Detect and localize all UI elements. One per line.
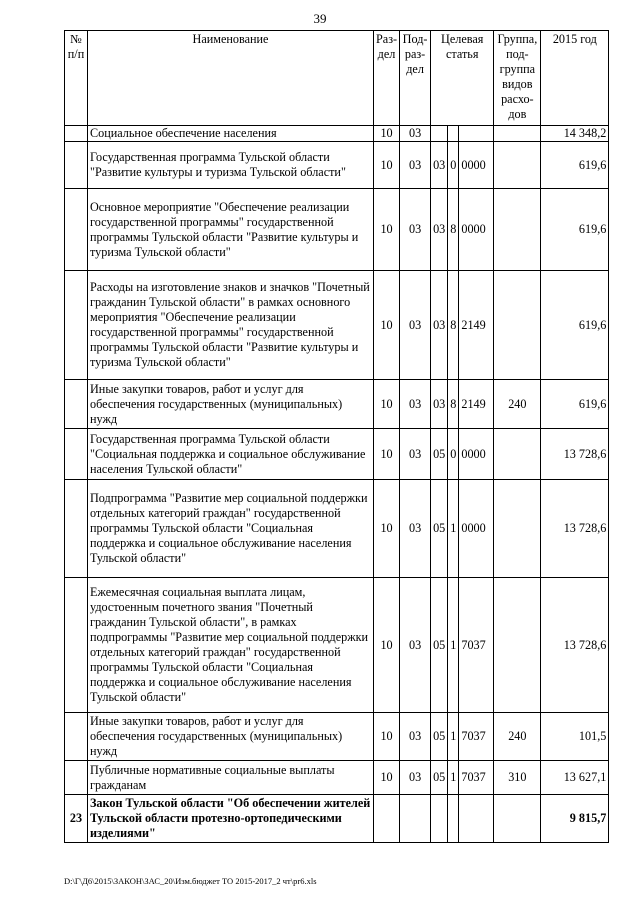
row-sum: 13 627,1	[541, 761, 609, 795]
row-number	[65, 126, 88, 142]
row-number	[65, 271, 88, 380]
table-row	[65, 380, 609, 429]
row-target-subprogram: 1	[448, 578, 459, 713]
row-target-subprogram: 8	[448, 189, 459, 271]
row-target-direction: 0000	[459, 480, 494, 578]
row-target-subprogram: 1	[448, 480, 459, 578]
header-razdel: Раз-дел	[374, 31, 400, 126]
row-target-direction: 7037	[459, 578, 494, 713]
page-number: 39	[313, 11, 327, 26]
row-razdel: 10	[374, 126, 400, 142]
row-expense-type	[494, 480, 541, 578]
table-row	[65, 142, 609, 189]
header-expense-group: Группа, под-группа видов расхо-дов	[494, 31, 541, 126]
row-razdel: 10	[374, 429, 400, 480]
row-target-subprogram: 1	[448, 713, 459, 761]
table-header-row	[65, 31, 609, 126]
table-row	[65, 761, 609, 795]
row-target-subprogram: 8	[448, 380, 459, 429]
row-sum: 14 348,2	[541, 126, 609, 142]
header-name: Наименование	[88, 31, 374, 126]
row-sum: 101,5	[541, 713, 609, 761]
table-row	[65, 578, 609, 713]
row-target-program: 05	[431, 578, 448, 713]
row-razdel: 10	[374, 189, 400, 271]
row-target-subprogram: 0	[448, 142, 459, 189]
table-row	[65, 795, 609, 843]
row-expense-type: 240	[494, 713, 541, 761]
row-number	[65, 713, 88, 761]
row-razdel: 10	[374, 761, 400, 795]
row-podrazdel: 03	[400, 126, 431, 142]
row-name: Ежемесячная социальная выплата лицам, удостоенным почетного звания "Почетный гражданин Тульской области", в рамках подпрограммы "Развитие мер социальной поддержки отдельных категорий граждан" государственной программы Тульской области "Социальная поддержка и социальное обслуживание населения Тульской области"	[88, 578, 374, 713]
row-podrazdel: 03	[400, 578, 431, 713]
row-target-program: 05	[431, 480, 448, 578]
row-target-program	[431, 126, 448, 142]
row-target-direction	[459, 126, 494, 142]
row-podrazdel: 03	[400, 380, 431, 429]
row-razdel: 10	[374, 578, 400, 713]
row-name: Государственная программа Тульской области "Социальная поддержка и социальное обслуживание населения Тульской области"	[88, 429, 374, 480]
row-name: Иные закупки товаров, работ и услуг для обеспечения государственных (муниципальных) нужд	[88, 713, 374, 761]
row-expense-type	[494, 429, 541, 480]
row-razdel: 10	[374, 271, 400, 380]
row-podrazdel: 03	[400, 480, 431, 578]
row-target-direction: 0000	[459, 429, 494, 480]
table-row	[65, 189, 609, 271]
row-number: 23	[65, 795, 88, 843]
row-razdel: 10	[374, 480, 400, 578]
row-target-program: 03	[431, 380, 448, 429]
header-podrazdel: Под-раз-дел	[400, 31, 431, 126]
row-razdel: 10	[374, 380, 400, 429]
row-sum: 619,6	[541, 380, 609, 429]
row-name: Государственная программа Тульской области "Развитие культуры и туризма Тульской области"	[88, 142, 374, 189]
row-target-subprogram	[448, 795, 459, 843]
row-name: Основное мероприятие "Обеспечение реализации государственной программы" государственной программы Тульской области "Развитие культуры и туризма Тульской области"	[88, 189, 374, 271]
row-target-program: 03	[431, 189, 448, 271]
row-target-program: 05	[431, 761, 448, 795]
footer-file-path: D:\Г\Д6\2015\ЗАКОН\ЗАС_20\Изм.бюджет ТО 2015-2017_2 чт\pr6.xls	[64, 876, 317, 886]
row-expense-type	[494, 578, 541, 713]
row-target-direction	[459, 795, 494, 843]
row-podrazdel: 03	[400, 429, 431, 480]
row-target-subprogram: 8	[448, 271, 459, 380]
row-sum: 619,6	[541, 189, 609, 271]
table-body	[65, 126, 609, 843]
row-name: Закон Тульской области "Об обеспечении жителей Тульской области протезно-ортопедическими изделиями"	[88, 795, 374, 843]
table-row	[65, 713, 609, 761]
row-podrazdel: 03	[400, 761, 431, 795]
table-row	[65, 271, 609, 380]
row-expense-type	[494, 142, 541, 189]
table-row	[65, 429, 609, 480]
table-row	[65, 126, 609, 142]
header-num: № п/п	[65, 31, 88, 126]
row-target-direction: 0000	[459, 189, 494, 271]
row-expense-type	[494, 126, 541, 142]
row-number	[65, 380, 88, 429]
row-target-program	[431, 795, 448, 843]
row-number	[65, 142, 88, 189]
row-podrazdel: 03	[400, 713, 431, 761]
row-target-program: 05	[431, 429, 448, 480]
row-sum: 619,6	[541, 271, 609, 380]
row-name: Социальное обеспечение населения	[88, 126, 374, 142]
row-sum: 13 728,6	[541, 480, 609, 578]
row-target-direction: 0000	[459, 142, 494, 189]
row-expense-type	[494, 795, 541, 843]
row-name: Публичные нормативные социальные выплаты гражданам	[88, 761, 374, 795]
row-razdel: 10	[374, 142, 400, 189]
row-number	[65, 578, 88, 713]
row-number	[65, 189, 88, 271]
row-number	[65, 429, 88, 480]
row-podrazdel: 03	[400, 142, 431, 189]
row-expense-type	[494, 271, 541, 380]
budget-table	[64, 30, 609, 843]
row-target-direction: 2149	[459, 380, 494, 429]
row-target-program: 05	[431, 713, 448, 761]
row-target-subprogram: 1	[448, 761, 459, 795]
row-target-direction: 7037	[459, 761, 494, 795]
row-target-direction: 2149	[459, 271, 494, 380]
table-row	[65, 480, 609, 578]
row-razdel	[374, 795, 400, 843]
row-number	[65, 761, 88, 795]
header-target-article: Целевая статья	[431, 31, 494, 126]
row-podrazdel	[400, 795, 431, 843]
header-year: 2015 год	[541, 31, 609, 126]
row-sum: 619,6	[541, 142, 609, 189]
row-sum: 9 815,7	[541, 795, 609, 843]
row-name: Расходы на изготовление знаков и значков "Почетный гражданин Тульской области" в рамках основного мероприятия "Обеспечение реализации государственной программы" государственной программы Тульской области "Развитие культуры и туризма Тульской области"	[88, 271, 374, 380]
row-sum: 13 728,6	[541, 429, 609, 480]
row-podrazdel: 03	[400, 271, 431, 380]
row-target-program: 03	[431, 271, 448, 380]
row-podrazdel: 03	[400, 189, 431, 271]
row-target-subprogram	[448, 126, 459, 142]
row-target-subprogram: 0	[448, 429, 459, 480]
row-expense-type	[494, 189, 541, 271]
row-name: Иные закупки товаров, работ и услуг для обеспечения государственных (муниципальных) нужд	[88, 380, 374, 429]
row-expense-type: 310	[494, 761, 541, 795]
row-sum: 13 728,6	[541, 578, 609, 713]
row-expense-type: 240	[494, 380, 541, 429]
row-razdel: 10	[374, 713, 400, 761]
row-name: Подпрограмма "Развитие мер социальной поддержки отдельных категорий граждан" государственной программы Тульской области "Социальная поддержка и социальное обслуживание населения Тульской области"	[88, 480, 374, 578]
row-target-direction: 7037	[459, 713, 494, 761]
row-number	[65, 480, 88, 578]
row-target-program: 03	[431, 142, 448, 189]
